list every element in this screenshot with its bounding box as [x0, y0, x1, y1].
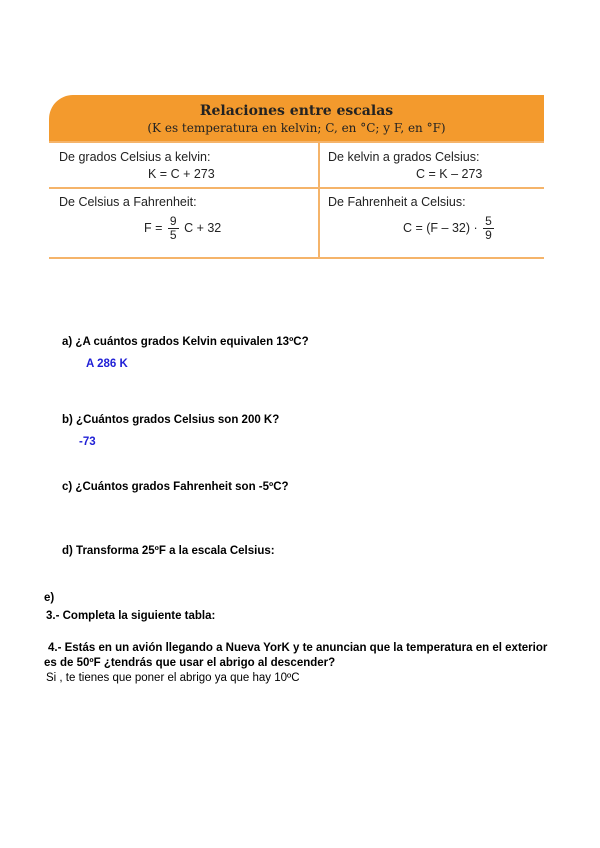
relations-table — [49, 95, 544, 259]
cell-fahrenheit-to-celsius-formula — [403, 215, 496, 242]
table-title: Relaciones entre escalas — [199, 103, 394, 119]
fraction-five-ninths — [483, 215, 494, 242]
question-e: e) — [44, 592, 55, 604]
fraction-numerator: 5 — [485, 214, 492, 228]
cell-kelvin-to-celsius-formula: C = K – 273 — [416, 167, 483, 181]
question-d: d) Transforma 25ºF a la escala Celsius: — [62, 545, 275, 557]
answer-b: -73 — [79, 436, 96, 448]
divider-bottom — [49, 257, 544, 259]
cell-kelvin-to-celsius-label: De kelvin a grados Celsius: — [328, 150, 480, 164]
cell-celsius-to-kelvin-label: De grados Celsius a kelvin: — [59, 150, 211, 164]
answer-a: A 286 K — [86, 358, 128, 370]
table-subtitle: (K es temperatura en kelvin; C, en °C; y F, en °F) — [147, 121, 446, 135]
divider-top — [49, 141, 544, 143]
divider-middle — [49, 187, 544, 189]
question-c: c) ¿Cuántos grados Fahrenheit son -5ºC? — [62, 481, 289, 493]
cell-celsius-to-fahrenheit-formula — [144, 215, 221, 242]
question-3: 3.- Completa la siguiente tabla: — [46, 610, 216, 622]
cell-celsius-to-fahrenheit-label: De Celsius a Fahrenheit: — [59, 195, 197, 209]
fraction-nine-fifths — [168, 215, 179, 242]
divider-vertical — [318, 141, 320, 259]
formula-suffix: C + 32 — [184, 220, 222, 235]
question-4-line2: es de 50ºF ¿tendrás que usar el abrigo al descender? — [44, 657, 336, 669]
formula-prefix: C = (F – 32) · — [403, 220, 478, 235]
cell-celsius-to-kelvin-formula: K = C + 273 — [148, 167, 215, 181]
cell-fahrenheit-to-celsius-label: De Fahrenheit a Celsius: — [328, 195, 466, 209]
formula-prefix: F = — [144, 220, 163, 235]
question-b: b) ¿Cuántos grados Celsius son 200 K? — [62, 414, 280, 426]
answer-4: Si , te tienes que poner el abrigo ya que hay 10ºC — [46, 672, 300, 684]
fraction-denominator: 5 — [169, 228, 177, 242]
question-a: a) ¿A cuántos grados Kelvin equivalen 13ºC? — [62, 336, 309, 348]
fraction-numerator: 9 — [169, 214, 177, 228]
question-4-line1: 4.- Estás en un avión llegando a Nueva YorK y te anuncian que la temperatura en el exterior — [48, 642, 548, 654]
fraction-denominator: 9 — [485, 228, 492, 242]
